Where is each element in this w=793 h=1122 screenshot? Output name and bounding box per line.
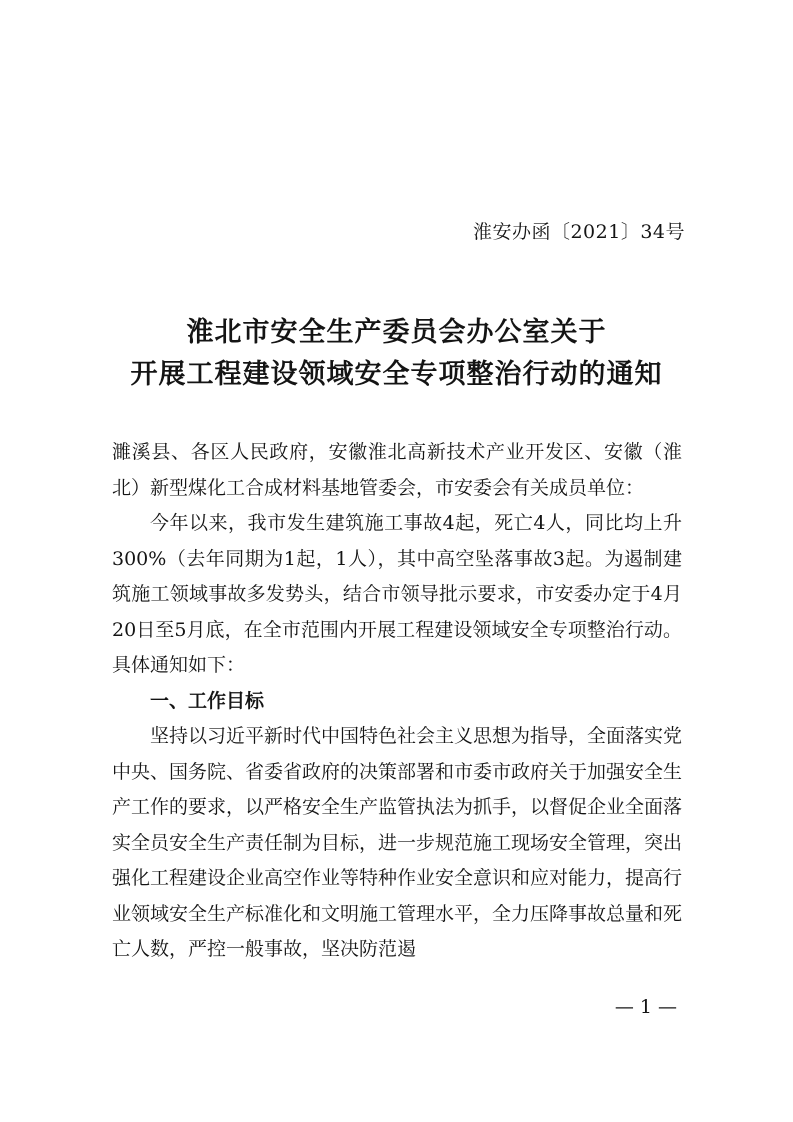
document-number: 淮安办函〔2021〕34号 (472, 221, 685, 243)
intro-paragraph: 今年以来，我市发生建筑施工事故4起，死亡4人，同比均上升300%（去年同期为1起，1人），其中高空坠落事故3起。为遏制建筑施工领域事故多发势头，结合市领导批示要求，市安委办定于4月20日至5月底，在全市范围内开展工程建设领域安全专项整治行动。具体通知如下： (112, 512, 682, 676)
document-body (112, 435, 682, 968)
recipients-paragraph: 濉溪县、各区人民政府，安徽淮北高新技术产业开发区、安徽（淮北）新型煤化工合成材料基地管委会，市安委会有关成员单位： (112, 441, 682, 499)
title-line-1: 淮北市安全生产委员会办公室关于 (186, 317, 607, 348)
section-paragraph-work-goals: 坚持以习近平新时代中国特色社会主义思想为指导，全面落实党中央、国务院、省委省政府的决策部署和市委市政府关于加强安全生产工作的要求，以严格安全生产监管执法为抓手，以督促企业全面落实全员安全生产责任制为目标，进一步规范施工现场安全管理，突出强化工程建设企业高空作业等特种作业安全意识和应对能力，提高行业领域安全生产标准化和文明施工管理水平，全力压降事故总量和死亡人数，严控一般事故，坚决防范遏 (112, 725, 683, 960)
title-line-2: 开展工程建设领域安全专项整治行动的通知 (130, 359, 663, 390)
section-heading-work-goals: 一、工作目标 (150, 689, 265, 712)
document-title (0, 312, 793, 396)
page-number: — 1 — (614, 996, 677, 1018)
